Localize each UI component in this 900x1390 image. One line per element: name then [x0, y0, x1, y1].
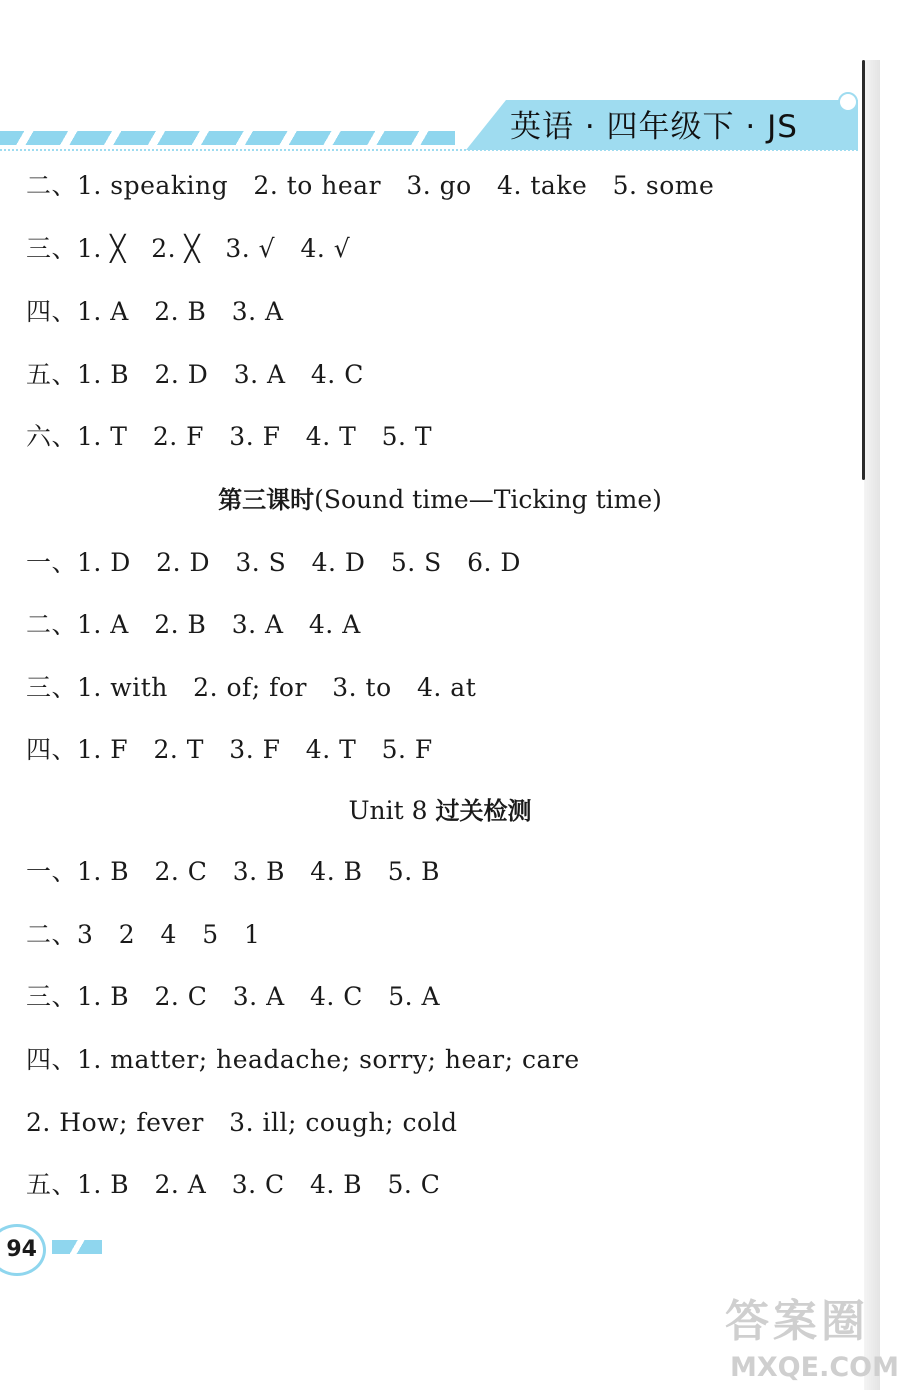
- section-title-pre: Unit 8: [348, 796, 436, 825]
- answer-line: 二、3 2 4 5 1: [26, 920, 261, 949]
- watermark-url: MXQE.COM: [730, 1352, 899, 1383]
- section-title-lesson3: [0, 482, 880, 518]
- section-title-rest: (Sound time—Ticking time): [314, 485, 662, 514]
- header-stripes: [0, 131, 455, 145]
- answer-line: 三、1. ╳ 2. ╳ 3. √ 4. √: [26, 234, 351, 263]
- answer-line: 六、1. T 2. F 3. F 4. T 5. T: [26, 422, 433, 451]
- answer-line: 五、1. B 2. A 3. C 4. B 5. C: [26, 1170, 441, 1199]
- page-edge-shadow: [864, 60, 880, 1390]
- answer-line: 四、1. F 2. T 3. F 4. T 5. F: [26, 735, 433, 764]
- answer-line: 二、1. speaking 2. to hear 3. go 4. take 5. some: [26, 171, 715, 200]
- section-title-bold: 第三课时: [218, 486, 315, 514]
- page-edge-line: [862, 60, 865, 480]
- page-number-swoosh: [52, 1240, 102, 1254]
- section-title-bold: 过关检测: [435, 797, 532, 825]
- answer-line: 五、1. B 2. D 3. A 4. C: [26, 360, 364, 389]
- answer-line: 一、1. B 2. C 3. B 4. B 5. B: [26, 857, 440, 886]
- answer-line: 三、1. B 2. C 3. A 4. C 5. A: [26, 982, 441, 1011]
- answer-line: 2. How; fever 3. ill; cough; cold: [26, 1108, 458, 1137]
- answer-line: 二、1. A 2. B 3. A 4. A: [26, 610, 361, 639]
- answer-line: 四、1. matter; headache; sorry; hear; care: [26, 1045, 580, 1074]
- watermark-logo: 答案圈: [725, 1296, 869, 1347]
- header-rule: [0, 149, 858, 151]
- page-number: 94: [0, 1224, 46, 1276]
- header-title: 英语 · 四年级下 · JS: [510, 109, 798, 145]
- answer-line: 四、1. A 2. B 3. A: [26, 297, 284, 326]
- answer-line: 三、1. with 2. of; for 3. to 4. at: [26, 673, 477, 702]
- answer-line: 一、1. D 2. D 3. S 4. D 5. S 6. D: [26, 548, 521, 577]
- section-title-unit8: [0, 793, 880, 829]
